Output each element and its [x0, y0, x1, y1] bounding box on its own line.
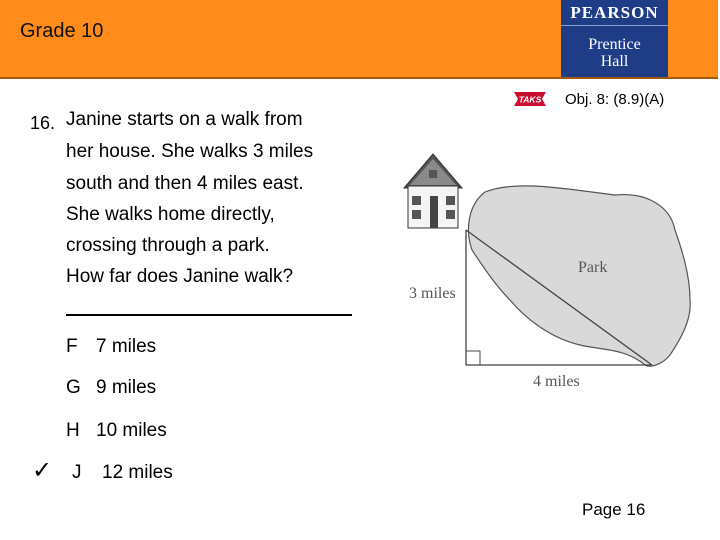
question-line: south and then 4 miles east.: [66, 173, 304, 194]
logo-brand: PEARSON: [561, 0, 668, 26]
logo-imprint-line1: Prentice: [588, 36, 641, 53]
choice-text: 7 miles: [96, 336, 157, 357]
pearson-prentice-hall-logo: [561, 0, 668, 77]
vertical-distance-label: 3 miles: [409, 285, 456, 302]
question-line: How far does Janine walk?: [66, 266, 294, 287]
question-number: 16.: [30, 113, 56, 133]
checkmark-icon: ✓: [32, 457, 53, 484]
question-line: her house. She walks 3 miles: [66, 141, 314, 162]
logo-imprint: [561, 26, 668, 70]
taks-icon: [512, 89, 548, 109]
page-number: Page 16: [582, 500, 646, 519]
objective-label: Obj. 8: (8.9)(A): [565, 91, 665, 108]
taks-badge-text: TAKS: [518, 94, 542, 105]
logo-imprint-line2: Hall: [600, 53, 629, 70]
answer-blank-line: [66, 314, 352, 316]
choice-j: [72, 462, 173, 484]
choice-letter: F: [66, 336, 78, 357]
question-line: She walks home directly,: [66, 204, 275, 225]
header-bar: [0, 0, 718, 79]
horizontal-distance-label: 4 miles: [533, 373, 580, 390]
choice-letter: H: [66, 420, 80, 441]
choice-f: [66, 336, 156, 358]
choice-letter: G: [66, 377, 81, 398]
choice-h: [66, 420, 167, 442]
choice-text: 10 miles: [96, 420, 167, 441]
question-line: Janine starts on a walk from: [66, 109, 303, 130]
choice-text: 12 miles: [102, 462, 173, 483]
walk-diagram: [400, 150, 700, 395]
question-line: crossing through a park.: [66, 235, 270, 256]
choice-text: 9 miles: [96, 377, 157, 398]
choice-g: [66, 377, 156, 399]
right-angle-marker: [466, 351, 480, 365]
house-icon: [404, 154, 462, 228]
header-title: Grade 10: [20, 20, 104, 42]
choice-letter: J: [72, 462, 82, 483]
park-label: Park: [578, 259, 608, 276]
